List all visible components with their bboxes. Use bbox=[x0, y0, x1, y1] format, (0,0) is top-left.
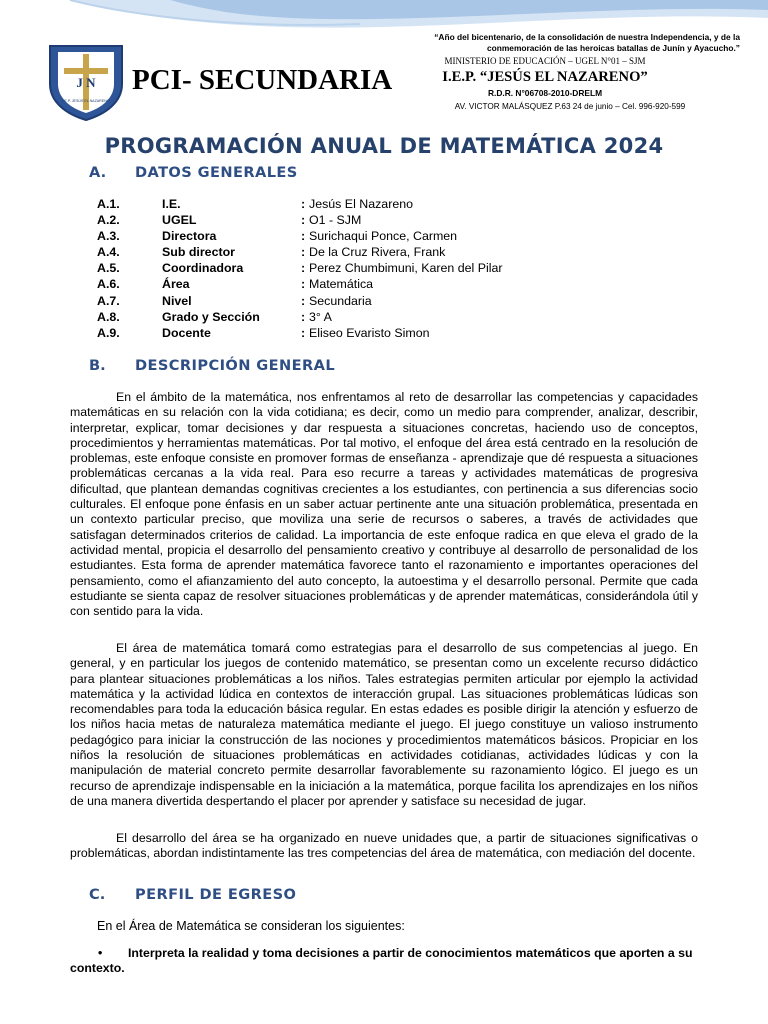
row-code: A.8. bbox=[97, 309, 120, 324]
row-code: A.6. bbox=[97, 277, 120, 292]
row-key: Nivel bbox=[162, 293, 192, 308]
description-paragraph-2: El área de matemática tomará como estrategias para el desarrollo de sus competencias al juego. En general, y en particular los juegos de contenido matemático, se presentan como un excelente recurso didáctico para plantear situaciones problemáticas a los niños. Tales estrategias permiten articular por ejemplo la actividad matemática y la actividad lúdica en contextos de interacción grupal. Las situaciones problemáticas lúdicas son recomendables para toda la educación básica regular. En estas edades es posible dirigir la atención y esfuerzo de los niños hacia metas de naturaleza matemática mediante el juego. El juego constituye un valioso instrumento pedagógico para iniciar la construcción de las nociones y procedimientos matemáticos básicos. Propiciar en los niños la resolución de situaciones problemáticas en actividades cotidianas, actividades lúdicas y con la manipulación de material concreto permite desarrollar favorablemente su razonamiento lógico. El juego es un recurso de aprendizaje indispensable en la iniciación a la matemática, porque facilita los aprendizajes en los niños de una manera divertida despertando el placer por aprender y satisface su necesidad de jugar. bbox=[70, 641, 698, 808]
row-colon: : bbox=[301, 277, 306, 292]
row-code: A.4. bbox=[97, 245, 120, 260]
row-colon: : bbox=[301, 261, 306, 276]
row-colon: : bbox=[301, 309, 306, 324]
row-key: Área bbox=[162, 277, 190, 292]
row-key: Docente bbox=[162, 325, 211, 340]
logo-caption: I.E.P. JESÚS EL NAZARENO bbox=[62, 99, 110, 103]
row-value: 3° A bbox=[309, 309, 332, 324]
section-c-letter: C. bbox=[89, 886, 106, 903]
row-key: UGEL bbox=[162, 213, 197, 228]
row-value: Jesús El Nazareno bbox=[309, 197, 413, 211]
row-colon: : bbox=[301, 229, 306, 244]
row-value: Secundaria bbox=[309, 293, 372, 308]
row-code: A.3. bbox=[97, 229, 120, 244]
header-wave-decoration bbox=[0, 0, 768, 36]
school-address: AV. VICTOR MALÁSQUEZ P.63 24 de junio – Cel. 996-920-599 bbox=[454, 102, 686, 111]
school-name: I.E.P. “JESÚS EL NAZARENO” bbox=[442, 69, 648, 85]
row-colon: : bbox=[301, 213, 306, 228]
row-code: A.5. bbox=[97, 261, 120, 276]
row-key: I.E. bbox=[162, 197, 181, 211]
row-value: De la Cruz Rivera, Frank bbox=[309, 245, 446, 260]
pci-title: PCI- SECUNDARIA bbox=[132, 64, 393, 96]
ministry-line: MINISTERIO DE EDUCACIÓN – UGEL N°01 – SJM bbox=[444, 56, 646, 66]
description-paragraph-1: En el ámbito de la matemática, nos enfrentamos al reto de desarrollar las competencias y capacidades matemáticas en su relación con la vida cotidiana; es decir, como un medio para comprender, analizar, describir, interpretar, explicar, tomar decisiones y dar respuesta a situaciones concretas, haciendo uso de conceptos, procedimientos y herramientas matemáticas. Por tal motivo, el enfoque del área está centrado en la resolución de problemas, este enfoque consiste en promover formas de enseñanza - aprendizaje que dé respuesta a situaciones problemáticas cercanas a la vida real. Para eso recurre a tareas y actividades matemáticas de progresiva dificultad, que plantean demandas cognitivas crecientes a los estudiantes, con pertinencia a sus diferencias socio culturales. El enfoque pone énfasis en un saber actuar pertinente ante una situación problemática, presentada en un contexto particular preciso, que moviliza una serie de recursos o saberes, a través de actividades que satisfagan determinados criterios de calidad. La importancia de este enfoque radica en que eleva el grado de la actividad mental, propicia el desarrollo del pensamiento creativo y contribuye al desarrollo de personalidad de los estudiantes. Esta forma de aprender matemática favorece tanto el razonamiento e importantes operaciones del pensamiento, como el afianzamiento del auto concepto, la autoestima y el desarrollo personal. Permite que cada estudiante se sienta capaz de resolver situaciones problemáticas y de aprender matemáticas, considerándola útil y con sentido para la vida. bbox=[70, 390, 698, 619]
row-key: Coordinadora bbox=[162, 261, 244, 276]
row-code: A.1. bbox=[97, 197, 120, 211]
profile-bullet-text: Interpreta la realidad y toma decisiones a partir de conocimientos matemáticos que aporten a su contexto. bbox=[70, 946, 693, 976]
section-c-title: PERFIL DE EGRESO bbox=[135, 886, 297, 903]
resolution-number: R.D.R. N°06708-2010-DRELM bbox=[487, 88, 603, 98]
description-paragraph-3: El desarrollo del área se ha organizado en nueve unidades que, a partir de situaciones significativas o problemáticas, abordan indistintamente las tres competencias del área de matemática, con mediación del docente. bbox=[70, 831, 698, 861]
row-value: O1 - SJM bbox=[309, 213, 362, 228]
row-code: A.7. bbox=[97, 293, 120, 308]
bullet-icon: • bbox=[98, 946, 103, 960]
logo-initials: J N bbox=[76, 75, 96, 90]
row-code: A.9. bbox=[97, 325, 120, 340]
row-key: Sub director bbox=[162, 245, 235, 260]
section-b-title: DESCRIPCIÓN GENERAL bbox=[135, 357, 336, 374]
page-title: PROGRAMACIÓN ANUAL DE MATEMÁTICA 2024 bbox=[104, 134, 664, 158]
section-b-letter: B. bbox=[89, 357, 106, 374]
row-value: Surichaqui Ponce, Carmen bbox=[309, 229, 458, 244]
section-a-title: DATOS GENERALES bbox=[135, 164, 298, 181]
profile-bullet-item bbox=[70, 946, 698, 977]
profile-intro: En el Área de Matemática se consideran los siguientes: bbox=[97, 919, 405, 933]
row-colon: : bbox=[301, 197, 306, 211]
row-value: Matemática bbox=[309, 277, 374, 292]
row-value: Eliseo Evaristo Simon bbox=[309, 325, 430, 340]
section-a-letter: A. bbox=[89, 164, 107, 181]
row-key: Grado y Sección bbox=[162, 309, 260, 324]
row-colon: : bbox=[301, 325, 306, 340]
school-shield-logo bbox=[44, 42, 128, 122]
row-value: Perez Chumbimuni, Karen del Pilar bbox=[309, 261, 503, 276]
year-motto: “Año del bicentenario, de la consolidación de nuestra Independencia, y de la conmemoración de las heroicas batallas de Junín y Ayacucho.” bbox=[434, 32, 740, 53]
row-key: Directora bbox=[162, 229, 217, 244]
row-colon: : bbox=[301, 293, 306, 308]
row-code: A.2. bbox=[97, 213, 120, 228]
row-colon: : bbox=[301, 245, 306, 260]
